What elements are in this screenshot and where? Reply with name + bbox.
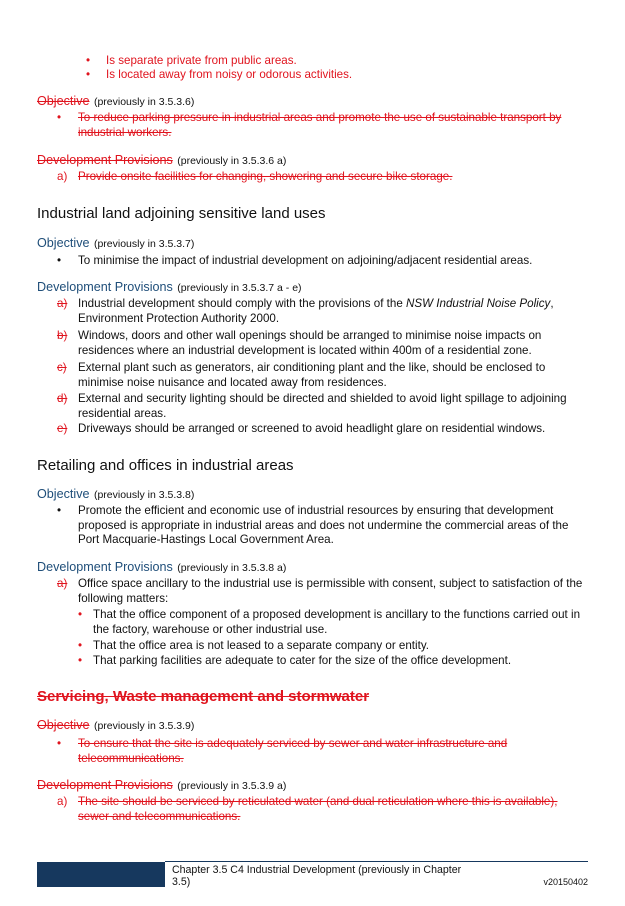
section-heading: Industrial land adjoining sensitive land uses [37,205,326,222]
provisions-heading: Development Provisions (previously in 3.5.3.9 a) [37,778,287,792]
objective-item: • To reduce parking pressure in industrial areas and promote the use of sustainable transport by industrial workers. [57,111,562,139]
objective-heading: Objective (previously in 3.5.3.8) [37,487,195,501]
footer-color-bar [37,862,165,887]
footer-divider [165,861,588,862]
provision-item: b) Windows, doors and other wall openings should be arranged to minimise noise impacts on residences where an industrial development is located within 400m of a residential zone. [57,329,542,357]
objective-item: • To minimise the impact of industrial development on adjoining/adjacent residential areas. [57,254,533,267]
provision-item: a) Provide onsite facilities for changing, showering and secure bike storage. [57,170,453,183]
provision-item: e) Driveways should be arranged or screened to avoid headlight glare on residential windows. [57,422,546,435]
footer-version: v20150402 [543,877,588,887]
objective-heading: Objective (previously in 3.5.3.6) [37,94,195,108]
provision-item: a) Industrial development should comply with the provisions of the NSW Industrial Noise Policy, Environment Protection Authority 2000. [57,297,554,325]
sub-item: • That the office component of a proposed development is ancillary to the functions carried out in the factory, warehouse or other industrial use. [78,608,581,636]
objective-heading: Objective (previously in 3.5.3.9) [37,718,195,732]
objective-item: • To ensure that the site is adequately serviced by sewer and water infrastructure and telecommunications. [57,737,508,765]
provisions-heading: Development Provisions (previously in 3.5.3.7 a - e) [37,280,302,294]
provisions-heading: Development Provisions (previously in 3.5.3.6 a) [37,153,287,167]
provision-item: a) Office space ancillary to the industrial use is permissible with consent, subject to satisfaction of the following matters: [57,577,583,605]
objective-heading: Objective (previously in 3.5.3.7) [37,236,195,250]
section-heading: Retailing and offices in industrial areas [37,457,294,474]
section-heading: Servicing, Waste management and stormwater [37,688,370,705]
footer-chapter-title: Chapter 3.5 C4 Industrial Development (previously in Chapter 3.5) [172,864,462,888]
provision-item: c) External plant such as generators, air conditioning plant and the like, should be enclosed to minimise noise nuisance and located away from residences. [57,361,546,389]
sub-item: • That parking facilities are adequate to cater for the size of the office development. [78,654,512,667]
sub-item: • That the office area is not leased to a separate company or entity. [78,639,429,652]
provisions-heading: Development Provisions (previously in 3.5.3.8 a) [37,560,287,574]
provision-item: a) The site should be serviced by reticulated water (and dual reticulation where this is available), sewer and telecommunications. [57,795,558,823]
provision-item: d) External and security lighting should be directed and shielded to avoid light spillage to adjoining residential areas. [57,392,567,420]
document-page: • Is separate private from public areas. • Is located away from noisy or odorous activities. Objective (previously in 3.5.3.6) • To reduce parking pressure in industrial areas and promote the use of sustainable transport by industrial workers. Development Provisions (previously in 3.5.3.6 a) a) Provide onsite facilities for changing, showering and secure bike storage. Industrial land adjoining sensitive land uses Objective (previously in 3.5.3.7) • To minimise the impact of industrial development on adjoining/adjacent residential areas. Development Provisions (previously in 3.5.3.7 a - e) a) Industrial development should comply with the provisions of the NSW Industrial Noise Policy, Environment Protection Authority 2000. b) Windows, doors and other wall openings should be arranged to minimise noise impacts on residences where an industrial development is located within 400m of a residential zone. c) External plant such as generators, air conditioning plant and the like, should be enclosed to minimise noise nuisance and located away from residences. d) External and security lighting should be directed and shielded to avoid light spillage to adjoining residential areas. e) Driveways should be arranged or screened to avoid headlight glare on residential windows. Retailing and offices in industrial areas Objective (previously in 3.5.3.8) • Promote the efficient and economic use of industrial resources by ensuring that development proposed is appropriate in industrial areas and does not undermine the commercial areas of the Port Macquarie-Hastings Local Government Area. Development Provisions (previously in 3.5.3.8 a) a) Office space ancillary to the industrial use is permissible with consent, subject to satisfaction of the following matters: • That the office component of a proposed development is ancillary to the functions carried out in the factory, warehouse or other industrial use. • That the office area is not leased to a separate company or entity. • That parking facilities are adequate to cater for the size of the office development. Servicing, Waste management and stormwater Objective (previously in 3.5.3.9) • To ensure that the site is adequately serviced by sewer and water infrastructure and telecommunications. Development Provisions (previously in 3.5.3.9 a) a) The site should be serviced by reticulated water (and dual reticulation where this is available), sewer and telecommunications. Chapter 3.5 C4 Industrial Development (previously in Chapter 3.5) v20150402 [37,54,588,888]
objective-item: • Promote the efficient and economic use of industrial resources by ensuring that development proposed is appropriate in industrial areas and does not undermine the commercial areas of the Port Macquarie-Hastings Local Government Area. [57,504,569,546]
